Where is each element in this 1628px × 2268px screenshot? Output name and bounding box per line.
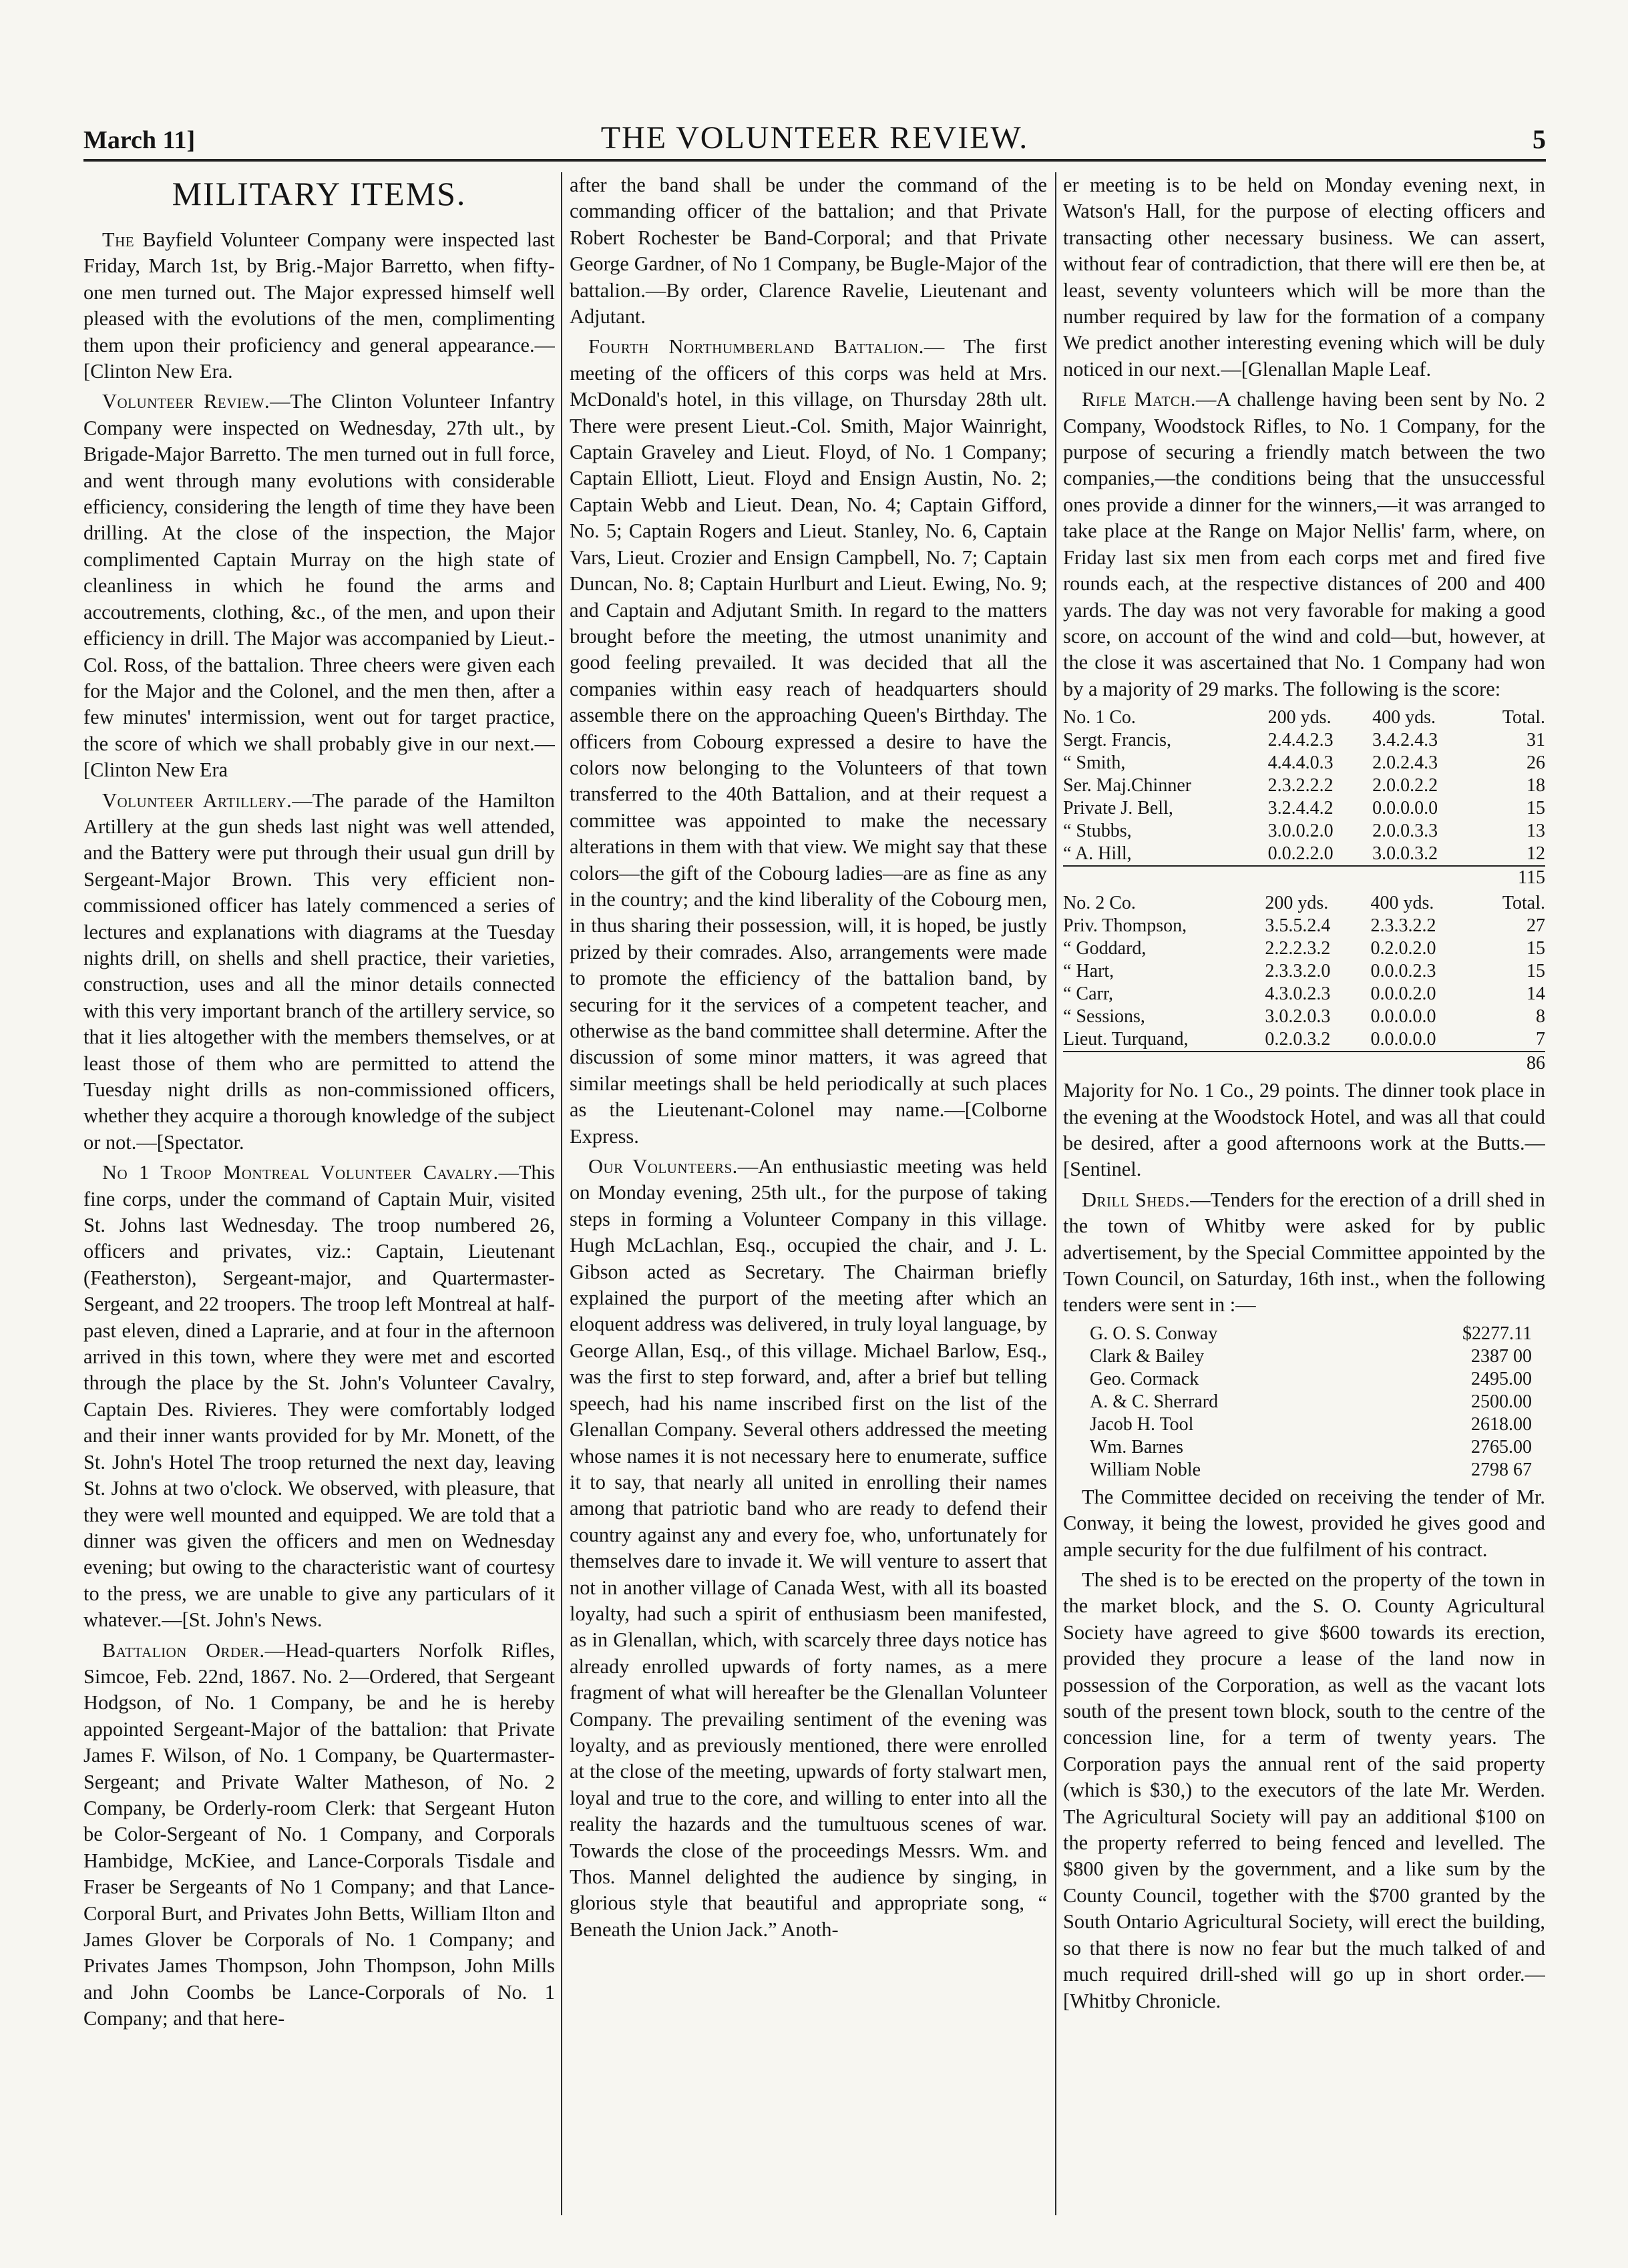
article-volunteer-review bbox=[83, 389, 555, 783]
score-200: 3.5.5.2.4 bbox=[1265, 915, 1331, 937]
shooter-name: Sergt. Francis, bbox=[1063, 730, 1172, 751]
score-row bbox=[1063, 915, 1545, 937]
shooter-name: “ Carr, bbox=[1063, 983, 1114, 1005]
tender-name: Wm. Barnes bbox=[1090, 1436, 1183, 1457]
score-sum: 86 bbox=[1063, 1052, 1545, 1075]
article-lead: No 1 Troop Montreal Volunteer Cavalry. bbox=[102, 1161, 499, 1184]
article-lead: Volunteer Artillery. bbox=[102, 788, 292, 812]
score-row bbox=[1063, 937, 1545, 960]
section-title: MILITARY ITEMS. bbox=[172, 175, 467, 212]
tender-name: Geo. Cormack bbox=[1090, 1368, 1199, 1389]
score-row bbox=[1063, 752, 1545, 774]
score-header-row bbox=[1063, 892, 1545, 915]
score-total: 15 bbox=[1527, 938, 1545, 959]
score-total: 15 bbox=[1527, 798, 1545, 819]
shooter-name: “ Smith, bbox=[1063, 752, 1126, 774]
shed-site-details: The shed is to be erected on the property of the town in the market block, and the S. O. County Agricultural Society have agreed to give $600 towards its erection, provided they procure a lease of the land now in possession of the Corporation, as well as the vacant lots south of the present town block, south to the centre of the concession line, for a term of twenty years. The Corporation pays the annual rent of the said property (which is $30,) to the executors of the late Mr. Werden. The Agricultural Society will pay an additional $100 on the property referred to being fenced and levelled. The $800 given by the government, and a like sum by the County Council, together with the $700 granted by the South Ontario Agricultural Society, will erect the building, so that there is now no fear but the much talked of and much required drill-shed will go up in short order.—[Whitby Chronicle. bbox=[1063, 1568, 1545, 2012]
article-drill-sheds bbox=[1063, 1187, 1545, 1319]
score-header: 200 yds. bbox=[1267, 707, 1332, 728]
shooter-name: Private J. Bell, bbox=[1063, 798, 1173, 819]
shooter-name: “ Goddard, bbox=[1063, 938, 1147, 959]
article-battalion-order bbox=[83, 1638, 555, 2032]
article-lead: Battalion Order. bbox=[102, 1638, 265, 1662]
score-table-company-2 bbox=[1063, 892, 1545, 1075]
article-lead: Volunteer Review. bbox=[102, 390, 270, 413]
article-lead: The bbox=[102, 228, 135, 251]
article-our-volunteers bbox=[570, 1154, 1047, 1943]
article-montreal-cavalry bbox=[83, 1160, 555, 1633]
score-400: 0.0.0.0.0 bbox=[1372, 798, 1438, 819]
tender-row bbox=[1063, 1391, 1545, 1413]
column-2 bbox=[570, 172, 1047, 2249]
tender-row bbox=[1063, 1436, 1545, 1459]
score-400: 3.0.0.3.2 bbox=[1372, 843, 1438, 865]
score-table-company-1 bbox=[1063, 706, 1545, 889]
article-lead: Fourth Northumberland Battalion. bbox=[588, 335, 924, 359]
tender-name: William Noble bbox=[1090, 1459, 1201, 1480]
column-1 bbox=[83, 172, 555, 2249]
score-400: 0.0.0.2.0 bbox=[1370, 983, 1436, 1005]
article-body: —A challenge having been sent by No. 2 Company, Woodstock Rifles, to No. 1 Company, for the purpose of securing a friendly match between the two companies,—the conditions being that the unsuccessful ones provide a dinner for the winners,—it was arranged to take place at the Range on Major Nellis' farm, where, on Friday last six men from each corps met and fired five rounds each, at the respective distances of 200 and 400 yards. The day was not very favorable for making a good score, on account of the wind and cold—but, however, at the close it was ascertained that No. 1 Company had won by a majority of 29 marks. The following is the score: bbox=[1063, 388, 1545, 700]
article-body: —The Clinton Volunteer Infantry Company were inspected on Wednesday, 27th ult., by Brigade-Major Barretto. The men turned out in full force, and went through many evolutions with considerable efficiency, considering the length of time they have been drilling. At the close of the inspection, the Major complimented Captain Murray on the high state of cleanliness in which he found the arms and accoutrements, clothing, &c., of the men, and upon their efficiency in drill. The Major was accompanied by Lieut.-Col. Ross, of the battalion. Three cheers were given each for the Major and the Colonel, and the men then, after a few minutes' intermission, went out for target practice, the score of which we shall probably give in our next.—[Clinton New Era bbox=[83, 390, 555, 782]
shooter-name: “ A. Hill, bbox=[1063, 843, 1132, 865]
article-continuation: after the band shall be under the command of the commanding officer of the battalion; and that Private Robert Rochester be Band-Corporal; and that Private George Gardner, of No 1 Company, be Bugle-Major of the battalion.—By order, Clarence Ravelie, Lieutenant and Adjutant. bbox=[570, 174, 1047, 328]
article-body: — The first meeting of the officers of this corps was held at Mrs. McDonald's hotel, in this village, on Thursday 28th ult. There were present Lieut.-Col. Smith, Major Wainright, Captain Graveley and Lieut. Floyd, of No. 1 Company; Captain Elliott, Lieut. Floyd and Ensign Austin, No. 2; Captain Webb and Lieut. Dean, No. 4; Captain Gifford, No. 5; Captain Rogers and Lieut. Stanley, No. 6, Captain Vars, Lieut. Crozier and Ensign Campbell, No. 7; Captain Duncan, No. 8; Captain Hurlburt and Lieut. Ewing, No. 9; and Captain and Adjutant Smith. In regard to the matters brought before the meeting, the utmost unanimity and good feeling prevailed. It was decided that all the companies within easy reach of headquarters should assemble there on the approaching Queen's Birthday. The officers from Cobourg expressed a desire to have the colors now belonging to the Volunteers of that town transferred to the 40th Battalion, and at their request a committee was appointed to make the necessary alterations in them with that view. We might say that these colors—the gift of the Cobourg ladies—are as fine as any in the country; and the kind liberality of the Cobourg men, in thus sharing their possession, will, it is hoped, be justly prized by their comrades. Also, arrangements were made to promote the efficiency of the battalion band, by securing for it the services of a competent teacher, and otherwise as the band committee shall determine. After the discussion of some minor matters, it was agreed that similar meetings shall be held periodically at such places as the Lieutenant-Colonel may name.—[Colborne Express. bbox=[570, 335, 1047, 1148]
tender-row bbox=[1063, 1413, 1545, 1436]
page-header bbox=[83, 120, 1546, 162]
article-body: —Tenders for the erection of a drill shed in the town of Whitby were asked for by public advertisement, by the Special Committee appointed by the Town Council, on Saturday, 16th inst., when the following tenders were sent in :— bbox=[1063, 1188, 1545, 1317]
score-200: 3.0.0.2.0 bbox=[1267, 821, 1334, 842]
score-row bbox=[1063, 960, 1545, 983]
shooter-name: “ Stubbs, bbox=[1063, 821, 1132, 842]
shooter-name: Ser. Maj.Chinner bbox=[1063, 775, 1192, 797]
score-total: 31 bbox=[1527, 730, 1545, 751]
score-200: 2.3.3.2.0 bbox=[1265, 961, 1331, 982]
page-number: 5 bbox=[1533, 124, 1546, 154]
score-400: 0.0.0.0.0 bbox=[1370, 1006, 1436, 1028]
score-header: Total. bbox=[1502, 707, 1545, 728]
tender-amount: 2495.00 bbox=[1471, 1368, 1532, 1389]
score-total: 8 bbox=[1536, 1006, 1545, 1028]
tender-row bbox=[1063, 1345, 1545, 1368]
score-200: 4.4.4.0.3 bbox=[1267, 752, 1334, 774]
column-3 bbox=[1063, 172, 1545, 2249]
score-400: 2.0.0.2.2 bbox=[1372, 775, 1438, 797]
rifle-match-conclusion: Majority for No. 1 Co., 29 points. The dinner took place in the evening at the Woodstock Hotel, and was all that could be desired, after a good afternoons work at the Butts.—[Sentinel. bbox=[1063, 1079, 1545, 1181]
score-total: 18 bbox=[1527, 775, 1545, 797]
score-total: 26 bbox=[1527, 752, 1545, 774]
article-lead: Drill Sheds. bbox=[1082, 1188, 1191, 1211]
score-400: 0.0.0.2.3 bbox=[1370, 961, 1436, 982]
publication-title: THE VOLUNTEER REVIEW. bbox=[600, 120, 1029, 156]
score-header: 400 yds. bbox=[1370, 893, 1434, 914]
score-header: No. 2 Co. bbox=[1063, 893, 1136, 914]
score-200: 3.2.4.4.2 bbox=[1267, 798, 1334, 819]
column-divider bbox=[1055, 172, 1056, 2215]
score-row bbox=[1063, 983, 1545, 1005]
article-body: —An enthusiastic meeting was held on Monday evening, 25th ult., for the purpose of taking steps in forming a Volunteer Company in this village. Hugh McLachlan, Esq., occupied the chair, and J. L. Gibson acted as Secretary. The Chairman briefly explained the purport of the meeting after which an eloquent address was delivered, in truly loyal language, by George Allan, Esq., of this village. Michael Barlow, Esq., was the first to step forward, and, after a brief but telling speech, had his name inscribed first on the list of the Glenallan Company. Several others addressed the meeting whose names it is not necessary here to enumerate, suffice it to say, that nearly all united in enrolling their names among that patriotic band who are ready to defend their country against any and every foe, who, unfortunately for themselves dare to invade it. We will venture to assert that not in another village of Canada West, with all its boasted loyalty, had such a spirit of enthusiasm been manifested, as in Glenallan, which, with scarcely three days notice has already enrolled upwards of forty names, as a mere fragment of what will hereafter be the Glenallan Volunteer Company. The prevailing sentiment of the evening was loyalty, and as previously mentioned, there were enrolled at the close of the meeting, upwards of forty stalwart men, loyal and true to the core, and willing to enter into all the reality the hazards and the tumultuous scenes of war. Towards the close of the proceedings Messrs. Wm. and Thos. Mannel delighted the audience by singing, in glorious style that beautiful and appropriate song, “ Beneath the Union Jack.” Anoth- bbox=[570, 1155, 1047, 1941]
tender-amount: 2798 67 bbox=[1471, 1459, 1532, 1480]
tender-row bbox=[1063, 1459, 1545, 1482]
score-header: 400 yds. bbox=[1372, 707, 1436, 728]
score-200: 2.2.2.3.2 bbox=[1265, 938, 1331, 959]
score-total: 12 bbox=[1527, 843, 1545, 865]
score-total: 14 bbox=[1527, 983, 1545, 1005]
article-rifle-match bbox=[1063, 387, 1545, 702]
article-body: —The parade of the Hamilton Artillery at the gun sheds last night was well attended, and the Battery were put through their usual gun drill by Sergeant-Major Brown. This very efficient non-commissioned officer has lately commenced a series of lectures and explanations with diagrams at the Tuesday nights drill, on shells and shell practice, their varieties, construction, uses and all the minor details connected with this very important branch of the artillery service, so that it lies altogether with the members themselves, or at least those of them who are permitted to attend the Tuesday night drills as non-commissioned officers, whether they acquire a thorough knowledge of the subject or not.—[Spectator. bbox=[83, 788, 555, 1154]
score-header: Total. bbox=[1502, 893, 1545, 914]
score-row bbox=[1063, 1005, 1545, 1028]
score-total: 27 bbox=[1527, 915, 1545, 937]
score-row bbox=[1063, 774, 1545, 797]
score-200: 3.0.2.0.3 bbox=[1265, 1006, 1331, 1028]
score-400: 0.0.0.0.0 bbox=[1370, 1029, 1436, 1050]
score-header: 200 yds. bbox=[1265, 893, 1329, 914]
score-400: 2.0.2.4.3 bbox=[1372, 752, 1438, 774]
tender-table bbox=[1063, 1323, 1545, 1482]
score-row bbox=[1063, 729, 1545, 752]
score-total: 15 bbox=[1527, 961, 1545, 982]
tender-amount: $2277.11 bbox=[1462, 1323, 1532, 1344]
tender-row bbox=[1063, 1323, 1545, 1345]
tender-amount: 2387 00 bbox=[1471, 1345, 1532, 1367]
tender-name: A. & C. Sherrard bbox=[1090, 1391, 1219, 1412]
score-total: 7 bbox=[1536, 1029, 1545, 1050]
score-total: 13 bbox=[1527, 821, 1545, 842]
score-row bbox=[1063, 1028, 1545, 1052]
score-row bbox=[1063, 820, 1545, 843]
article-fourth-northumberland bbox=[570, 334, 1047, 1150]
score-row bbox=[1063, 843, 1545, 866]
tender-name: G. O. S. Conway bbox=[1090, 1323, 1218, 1344]
tender-decision: The Committee decided on receiving the tender of Mr. Conway, it being the lowest, provided he gives good and ample security for the due fulfilment of his contract. bbox=[1063, 1485, 1545, 1561]
article-volunteer-artillery bbox=[83, 788, 555, 1156]
tender-row bbox=[1063, 1368, 1545, 1391]
score-200: 0.2.0.3.2 bbox=[1265, 1029, 1331, 1050]
score-200: 2.3.2.2.2 bbox=[1267, 775, 1334, 797]
score-200: 4.3.0.2.3 bbox=[1265, 983, 1331, 1005]
shooter-name: Priv. Thompson, bbox=[1063, 915, 1187, 937]
article-bayfield bbox=[83, 227, 555, 385]
score-400: 2.0.0.3.3 bbox=[1372, 821, 1438, 842]
tender-amount: 2618.00 bbox=[1471, 1413, 1532, 1435]
score-400: 0.2.0.2.0 bbox=[1370, 938, 1436, 959]
article-body: —Head-quarters Norfolk Rifles, Simcoe, Feb. 22nd, 1867. No. 2—Ordered, that Sergeant Hodgson, of No. 1 Company, be and he is hereby appointed Sergeant-Major of the battalion: that Private James F. Wilson, of No. 1 Company, be Quartermaster-Sergeant; and Private Walter Matheson, of No. 2 Company, be Orderly-room Clerk: that Sergeant Huton be Color-Sergeant of No. 1 Company, and Corporals Hambidge, McKiee, and Lance-Corporals Tisdale and Fraser be Sergeants of No 1 Company; and that Lance-Corporal Burt, and Privates John Betts, William Ilton and James Glover be Corporals of No. 1 Company; and Privates James Thompson, John Thompson, John Mills and John Coombs be Lance-Corporals of No. 1 Company; and that here- bbox=[83, 1638, 555, 2030]
article-lead: Our Volunteers. bbox=[588, 1155, 738, 1178]
score-header-row bbox=[1063, 706, 1545, 729]
article-body: —This fine corps, under the command of Captain Muir, visited St. Johns last Wednesday. The troop numbered 26, officers and privates, viz.: Captain, Lieutenant (Featherston), Sergeant-major, and Quartermaster-Sergeant, and 22 troopers. The troop left Montreal at half-past eleven, dined a Laprarie, and at four in the afternoon arrived in this town, where they were met and escorted through the place by the St. John's Volunteer Cavalry, Captain Des. Rivieres. They were comfortably lodged and their inner wants provided for by Mr. Monett, of the St. John's Hotel The troop returned the next day, leaving St. Johns at two o'clock. We observed, with pleasure, that they were well mounted and equipped. We are told that a dinner was given the officers and men on Wednesday evening; but owing to the characteristic want of courtesy to the press, we are unable to give any particulars of it whatever.—[St. John's News. bbox=[83, 1161, 555, 1632]
tender-name: Jacob H. Tool bbox=[1090, 1413, 1194, 1435]
shooter-name: “ Hart, bbox=[1063, 961, 1114, 982]
shooter-name: “ Sessions, bbox=[1063, 1006, 1145, 1028]
score-400: 3.4.2.4.3 bbox=[1372, 730, 1438, 751]
article-body: Bayfield Volunteer Company were inspected last Friday, March 1st, by Brig.-Major Barretto, when fifty-one men turned out. The Major expressed himself well pleased with the evolutions of the men, complimenting them upon their proficiency and general appearance.—[Clinton New Era. bbox=[83, 228, 555, 383]
score-sum-row bbox=[1063, 1052, 1545, 1075]
article-lead: Rifle Match. bbox=[1082, 388, 1196, 411]
tender-amount: 2500.00 bbox=[1471, 1391, 1532, 1412]
shooter-name: Lieut. Turquand, bbox=[1063, 1029, 1189, 1050]
score-row bbox=[1063, 797, 1545, 820]
score-200: 2.4.4.2.3 bbox=[1267, 730, 1334, 751]
issue-date: March 11] bbox=[83, 126, 196, 154]
score-sum: 115 bbox=[1063, 866, 1545, 889]
tender-amount: 2765.00 bbox=[1471, 1436, 1532, 1457]
score-400: 2.3.3.2.2 bbox=[1370, 915, 1436, 937]
score-sum-row bbox=[1063, 866, 1545, 889]
article-continuation: er meeting is to be held on Monday evening next, in Watson's Hall, for the purpose of electing officers and transacting other necessary business. We can assert, without fear of contradiction, that there will ere then be, at least, seventy volunteers which will be more than the number required by law for the formation of a company We predict another interesting evening which will be duly noticed in our next.—[Glenallan Maple Leaf. bbox=[1063, 174, 1545, 381]
column-divider bbox=[561, 172, 562, 2215]
tender-name: Clark & Bailey bbox=[1090, 1345, 1205, 1367]
score-200: 0.0.2.2.0 bbox=[1267, 843, 1334, 865]
score-header: No. 1 Co. bbox=[1063, 707, 1136, 728]
